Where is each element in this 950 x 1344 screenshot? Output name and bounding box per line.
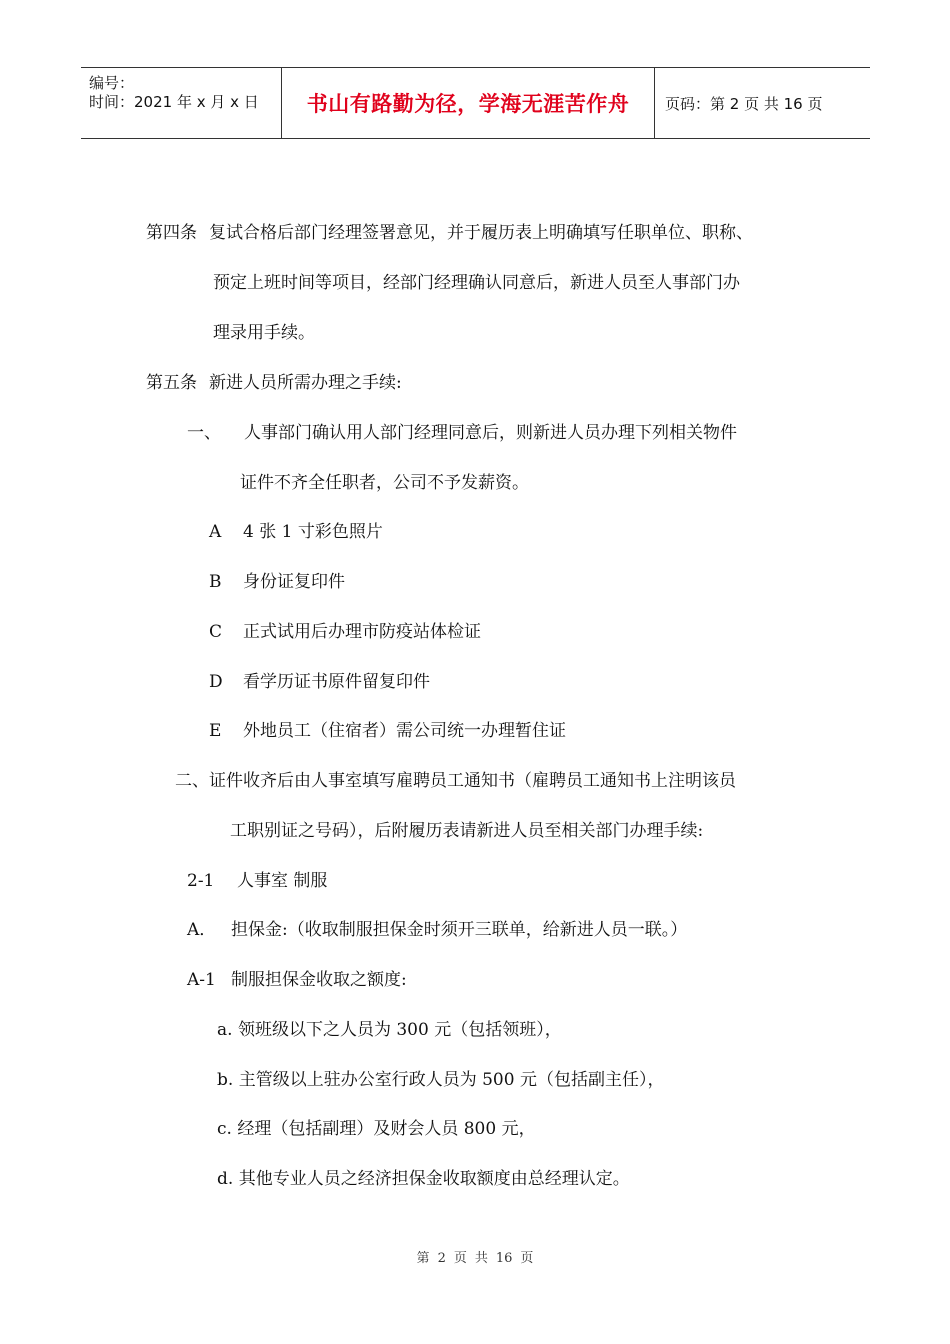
header-motto: 书山有路勤为径，学海无涯苦作舟 [306,92,630,116]
article-4-line-2: 预定上班时间等项目，经部门经理确认同意后，新进人员至人事部门办 [213,273,740,293]
clause-a1 [187,970,407,990]
article-5-text: 新进人员所需办理之手续: [209,373,402,393]
amount-item: b. 主管级以上驻办公室行政人员为 500 元（包括副主任）， [217,1070,665,1090]
list-item-text: 4 张 1 寸彩色照片 [243,522,383,542]
article-5-line [146,373,402,393]
header-divider [654,68,655,138]
header-meta [81,68,281,138]
amount-item: d. 其他专业人员之经济担保金收取额度由总经理认定。 [217,1169,630,1189]
list-item-letter: D [209,672,223,692]
subsection-title: 人事室 制服 [237,871,328,891]
list-item-letter: A [209,522,222,542]
page-footer [0,1247,950,1266]
article-5-label: 第五条 [146,373,197,393]
list-item-letter: B [209,572,222,592]
subsection-2-1 [187,871,327,891]
article-4-text: 复试合格后部门经理签署意见，并于履历表上明确填写任职单位、职称、 [209,223,753,243]
header-page-info: 页码：第 2 页 共 16 页 [665,94,823,113]
section-1-line-1: 人事部门确认用人部门经理同意后，则新进人员办理下列相关物件 [244,423,737,443]
list-item [209,721,566,741]
document-date: 时间：2021 年 x 月 x 日 [89,93,259,111]
clause-a [187,920,687,940]
subsection-number: 2-1 [187,871,215,891]
footer-di: 第 [416,1251,430,1266]
clause-a1-text: 制服担保金收取之额度: [231,970,407,990]
footer-ye2: 页 [520,1251,534,1266]
list-item-text: 看学历证书原件留复印件 [243,672,430,692]
list-item [209,572,345,592]
list-item-letter: E [209,721,222,741]
footer-gong: 共 [474,1251,488,1266]
clause-a-label: A． [187,920,217,940]
document-number-label: 编号： [89,74,135,92]
amount-item: a. 领班级以下之人员为 300 元（包括领班）， [217,1020,562,1040]
list-item-text: 外地员工（住宿者）需公司统一办理暂住证 [243,721,566,741]
section-2-line-2: 工职别证之号码），后附履历表请新进人员至相关部门办理手续: [230,821,704,841]
article-4-label: 第四条 [146,223,197,243]
footer-total-pages: 16 [495,1251,513,1266]
list-item-letter: C [209,622,223,642]
clause-a1-label: A-1 [187,970,216,990]
section-2-line-1: 二、证件收齐后由人事室填写雇聘员工通知书（雇聘员工通知书上注明该员 [175,771,736,791]
list-item [209,622,481,642]
section-1-line-2: 证件不齐全任职者，公司不予发薪资。 [240,473,529,493]
list-item-text: 身份证复印件 [243,572,345,592]
list-item [209,522,383,542]
article-4-line-3: 理录用手续。 [213,323,315,343]
footer-page-number: 2 [437,1251,446,1266]
footer-ye: 页 [453,1251,467,1266]
list-item [209,672,430,692]
list-item-text: 正式试用后办理市防疫站体检证 [243,622,481,642]
amount-item: c. 经理（包括副理）及财会人员 800 元， [217,1119,536,1139]
document-header [81,67,870,139]
clause-a-text: 担保金:（收取制服担保金时须开三联单，给新进人员一联。） [231,920,688,940]
section-1-marker: 一、 [187,423,221,443]
article-4-line-1 [146,223,753,243]
